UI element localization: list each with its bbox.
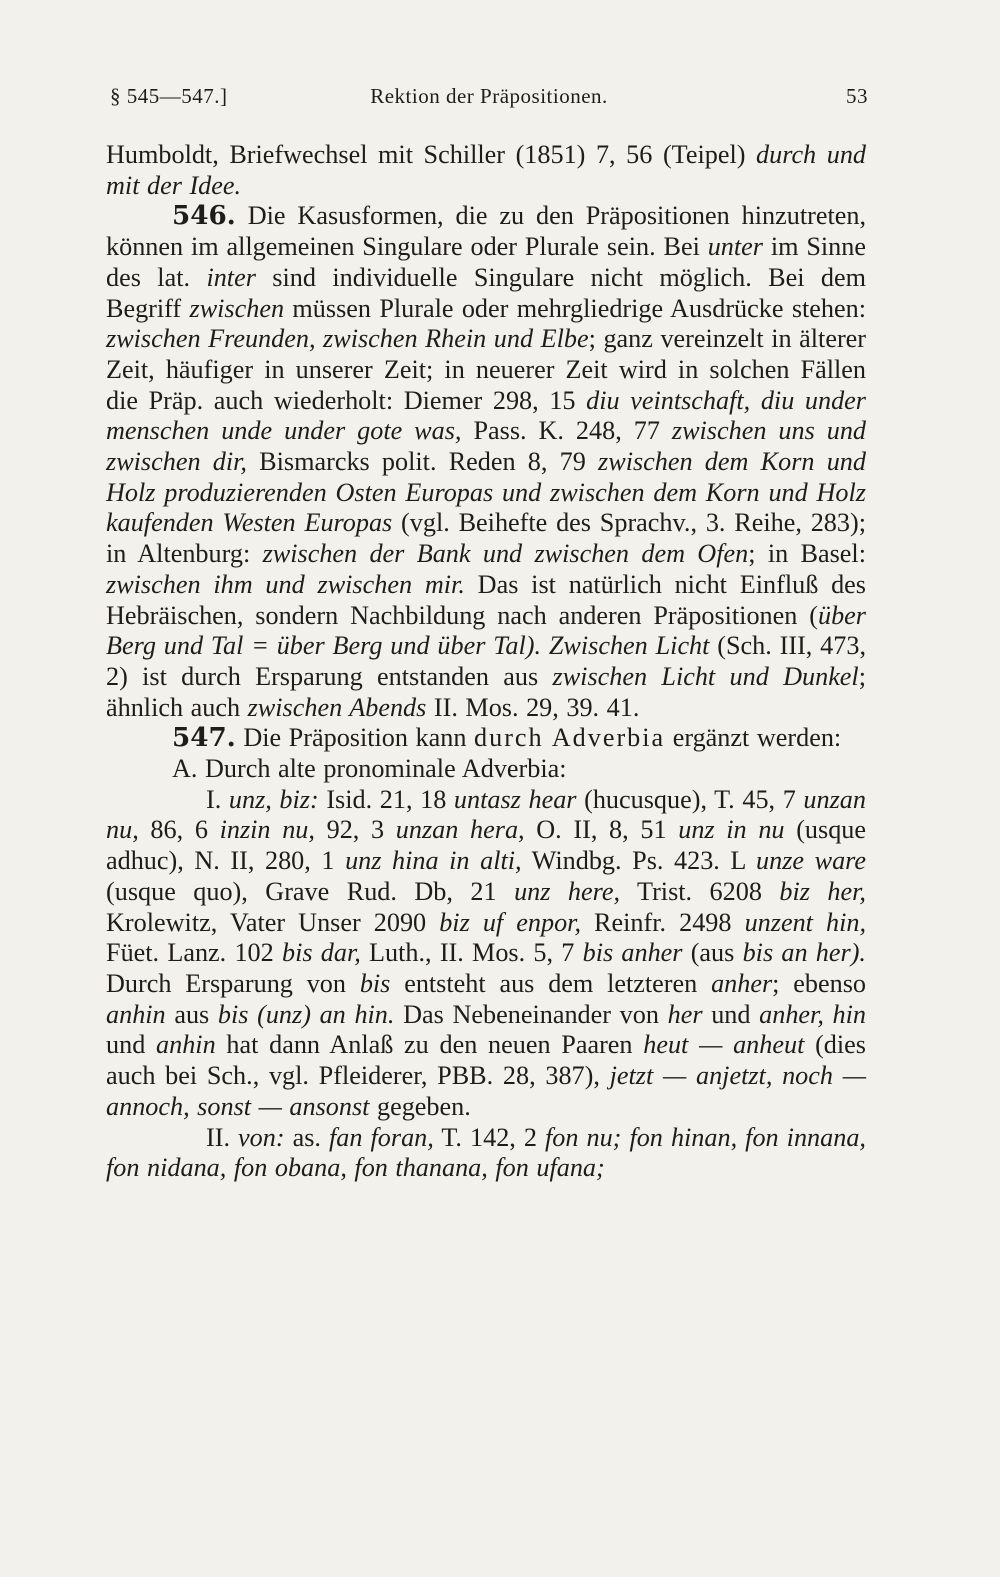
paragraph-i-unz-biz: I. unz, biz: Isid. 21, 18 untasz hear (hucusque), T. 45, 7 unzan nu, 86, 6 inzin nu, 92, 3 unzan hera, O. II, 8, 51 unz in nu (usque adhuc), N. II, 280, 1 unz hina in alti, Windbg. Ps. 423. L unze ware (usque quo), Grave Rud. Db, 21 unz here, Trist. 6208 biz her, Krolewitz, Vater Unser 2090 biz uf enpor, Reinfr. 2498 unzent hin, Füet. Lanz. 102 bis dar, Luth., II. Mos. 5, 7 bis anher (aus bis an her). Durch Ersparung von bis entsteht aus dem letzteren anher; ebenso anhin aus bis (unz) an hin. Das Nebeneinander von her und anher, hin und anhin hat dann Anlaß zu den neuen Paaren heut — anheut (dies auch bei Sch., vgl. Pfleiderer, PBB. 28, 387), jetzt — anjetzt, noch — annoch, sonst — ansonst gegeben. [106,784,867,1121]
page-number: 53 [846,84,868,108]
chapter-title: Rektion der Präpositionen. [370,84,608,108]
subheading-a: A. Durch alte pronominale Adverbia: [172,754,567,784]
section-number-546: 546. [172,200,236,232]
section-range: § 545—547.] [110,84,228,108]
paragraph-ii-von: II. von: as. fan foran, T. 142, 2 fon nu; fon hinan, fon innana, fon nidana, fon obana, fon thanana, fon ufana; [106,1122,866,1183]
section-number-547: 547. [172,722,236,754]
running-header [110,84,868,116]
paragraph-546: 546. Die Kasusformen, die zu den Präpositionen hinzutreten, können im allgemeinen Singulare oder Plurale sein. Bei unter im Sinne des lat. inter sind individuelle Singulare nicht möglich. Bei dem Begriff zwischen müssen Plurale oder mehrgliedrige Ausdrücke stehen: zwischen Freunden, zwischen Rhein und Elbe; ganz vereinzelt in älterer Zeit, häufiger in unserer Zeit; in neuerer Zeit wird in solchen Fällen die Präp. auch wiederholt: Diemer 298, 15 diu veintschaft, diu under menschen unde under gote was, Pass. K. 248, 77 zwischen uns und zwischen dir, Bismarcks polit. Reden 8, 79 zwischen dem Korn und Holz produzierenden Osten Europas und zwischen dem Korn und Holz kaufenden Westen Europas (vgl. Beihefte des Sprachv., 3. Reihe, 283); in Altenburg: zwischen der Bank und zwischen dem Ofen; in Basel: zwischen ihm und zwischen mir. Das ist natürlich nicht Einfluß des Hebräischen, sondern Nachbildung nach anderen Präpositionen (über Berg und Tal = über Berg und über Tal). Zwischen Licht (Sch. III, 473, 2) ist durch Ersparung entstanden aus zwischen Licht und Dunkel; ähnlich auch zwischen Abends II. Mos. 29, 39. 41. [106,200,867,722]
paragraph-547: 547. Die Präposition kann durch Adverbia ergänzt werden: [172,722,842,754]
paragraph-545-end: Humboldt, Briefwechsel mit Schiller (1851) 7, 56 (Teipel) durch und mit der Idee. [106,140,867,200]
body-text [106,140,866,1184]
